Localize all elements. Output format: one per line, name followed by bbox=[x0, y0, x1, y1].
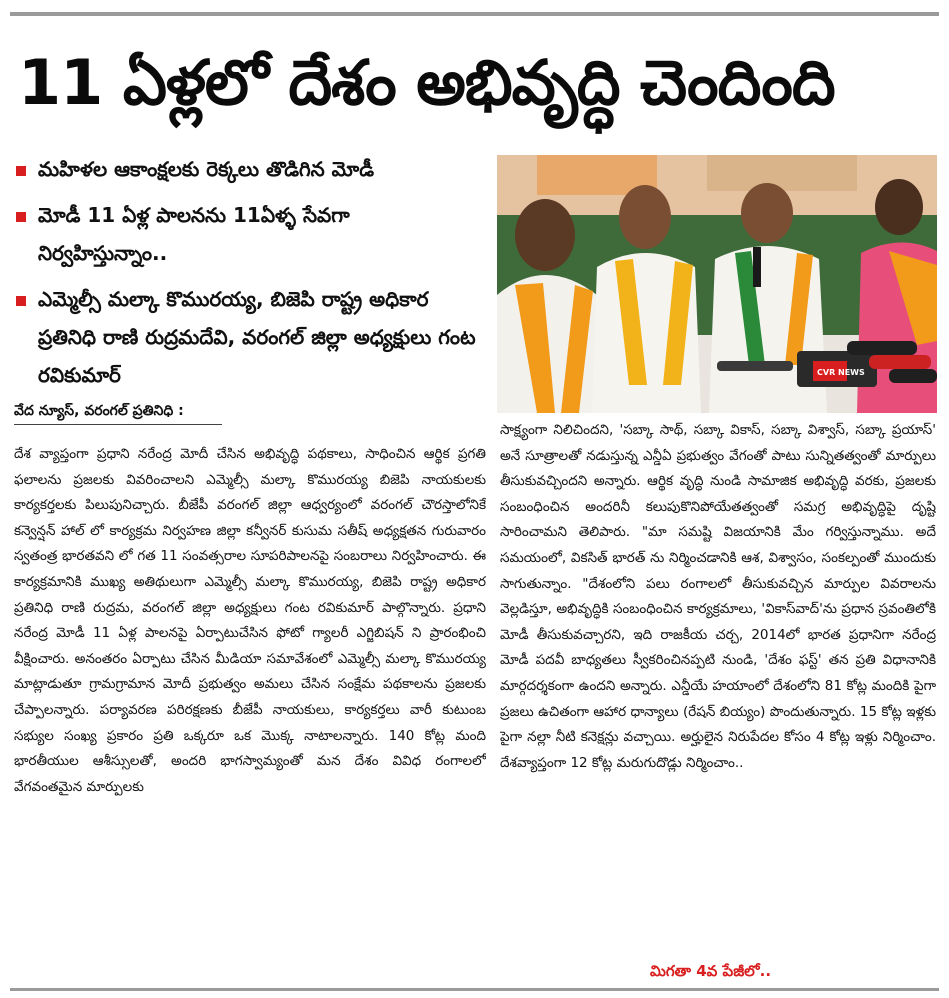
body-right-text: సాక్ష్యంగా నిలిచిందని, 'సబ్కా సాథ్, సబ్కా వికాస్, సబ్కా విశ్వాస్, సబ్కా ప్రయాస్' అనే సూత్రాలతో నడుస్తున్న ఎన్డీఏ ప్రభుత్వం వేగంతో పాటు సున్నితత్వంతో మార్పులు తీసుకువచ్చిందని అన్నారు. ఆర్థిక వృద్ధి నుండి సామాజిక అభివృద్ధి వరకు, ప్రజలకు సంబంధించిన అందరినీ కలుపుకొనిపోయేతత్వంతో సమగ్ర అభివృద్ధిపై దృష్టి సారించామని తెలిపారు. "మా సమష్టి విజయానికి మేం గర్విస్తున్నాము. అదే సమయంలో, వికసిత్ భారత్ ను నిర్మించడానికి ఆశ, విశ్వాసం, సంకల్పంతో ముందుకు సాగుతున్నాం. "దేశంలోని పలు రంగాలలో తీసుకువచ్చిన మార్పుల వివరాలను వెల్లడిస్తూ, అభివృద్ధికి సంబంధించిన కార్యక్రమాలు, 'వికాస్‌వాద్'ను ప్రధాన స్రవంతిలోకి మోడీ తీసుకువచ్చారని, ఇది రాజకీయ చర్చ, 2014లో భారత ప్రధానిగా నరేంద్ర మోడీ పదవీ బాధ్యతలు స్వీకరించినప్పటి నుండి, 'దేశం ఫస్ట్' తన ప్రతి విధానానికి మార్గదర్శకంగా ఉందని అన్నారు. ఎన్డీయే హయాంలో దేశంలోని 81 కోట్ల మందికి పైగా ప్రజలు ఉచితంగా ఆహార ధాన్యాలు (రేషన్ బియ్యం) పొందుతున్నారు. 15 కోట్ల ఇళ్లకు పైగా నల్లా నీటి కనెక్షన్లు వచ్చాయి. అర్హులైన నిరుపేదల కోసం 4 కోట్ల ఇళ్లు నిర్మించాం. దేశవ్యాప్తంగా 12 కోట్ల మరుగుదొడ్లు నిర్మించాం.. bbox=[500, 422, 936, 771]
continued-note: మిగతా 4వ పేజీలో.. bbox=[650, 962, 772, 980]
byline: వేద న్యూస్, వరంగల్ ప్రతినిధి : bbox=[14, 398, 222, 425]
article-body-right bbox=[500, 418, 936, 958]
bullet-text: మహిళల ఆకాంక్షలకు రెక్కలు తొడిగిన మోడీ bbox=[38, 157, 375, 181]
bullet-square-icon bbox=[16, 296, 26, 306]
press-meet-illustration bbox=[497, 155, 937, 413]
headline: 11 ఏళ్లలో దేశం అభివృద్ధి చెందింది bbox=[18, 46, 835, 119]
body-left-text: దేశ వ్యాప్తంగా ప్రధాని నరేంద్ర మోదీ చేసిన అభివృద్ధి పథకాలు, సాధించిన ఆర్థిక ప్రగతి ఫలాలను ప్రజలకు వివరించాలని ఎమ్మెల్సీ మల్కా కొమురయ్య బిజెపి నాయకులకు కార్యకర్తలకు పిలుపునిచ్చారు. బీజేపీ వరంగల్ జిల్లా ఆధ్వర్యంలో వరంగల్ చౌరస్తాలోనికే కన్వెన్షన్ హాల్ లో కార్యక్రమ నిర్వహణ జిల్లా కన్వీనర్ కుసుమ సతీష్ అధ్యక్షతన గురువారం స్వతంత్ర భారతవని లో గత 11 సంవత్సరాల సూపరిపాలనపై సంబరాలు నిర్వహించారు. ఈ కార్యక్రమానికి ముఖ్య అతిథులుగా ఎమ్మెల్సీ మల్కా కొమురయ్య, బిజెపి రాష్ట్ర అధికార ప్రతినిధి రాణి రుద్రమ, వరంగల్ జిల్లా అధ్యక్షులు గంట రవికుమార్ పాల్గొన్నారు. ప్రధాని నరేంద్ర మోడీ 11 ఏళ్ల పాలనపై ఏర్పాటుచేసిన ఫోటో గ్యాలరీ ఎగ్జిబిషన్ ని ప్రారంభించి వీక్షించారు. అనంతరం ఏర్పాటు చేసిన మీడియా సమావేశంలో ఎమ్మెల్సీ మల్కా కొమురయ్య మాట్లాడుతూ గ్రామగ్రామాన మోదీ ప్రభుత్వం అమలు చేసిన సంక్షేమ పథకాలను ప్రజలకు చేప్పాలన్నారు. పర్యావరణ పరిరక్షణకు బీజేపీ నాయకులు, కార్యకర్తలు వారీ కుటుంబ సభ్యుల సంఖ్య ప్రకారం ప్రతి ఒక్కరూ ఒక మొక్క నాటాలన్నారు. 140 కోట్ల మంది భారతీయుల ఆశీస్సులతో, అందరి భాగస్వామ్యంతో మన దేశం వివిధ రంగాలలో వేగవంతమైన మార్పులకు bbox=[14, 446, 486, 795]
bullet-item bbox=[14, 280, 484, 394]
top-rule bbox=[10, 12, 939, 16]
mic-label: CVR NEWS bbox=[817, 368, 865, 377]
bullet-square-icon bbox=[16, 166, 26, 176]
article-body-left bbox=[14, 442, 486, 982]
bullet-item bbox=[14, 196, 484, 272]
highlight-bullets bbox=[14, 150, 484, 402]
bullet-square-icon bbox=[16, 212, 26, 222]
bullet-item bbox=[14, 150, 484, 188]
bullet-text: ఎమ్మెల్సీ మల్కా కొమురయ్య, బిజెపి రాష్ట్ర అధికార ప్రతినిధి రాణి రుద్రమదేవి, వరంగల్ జిల్లా అధ్యక్షులు గంట రవికుమార్ bbox=[38, 287, 476, 387]
press-meet-photo bbox=[497, 155, 937, 413]
bottom-rule bbox=[10, 988, 939, 991]
bullet-text: మోడీ 11 ఏళ్ల పాలనను 11ఏళ్ళ సేవగా నిర్వహిస్తున్నాం.. bbox=[38, 203, 350, 265]
